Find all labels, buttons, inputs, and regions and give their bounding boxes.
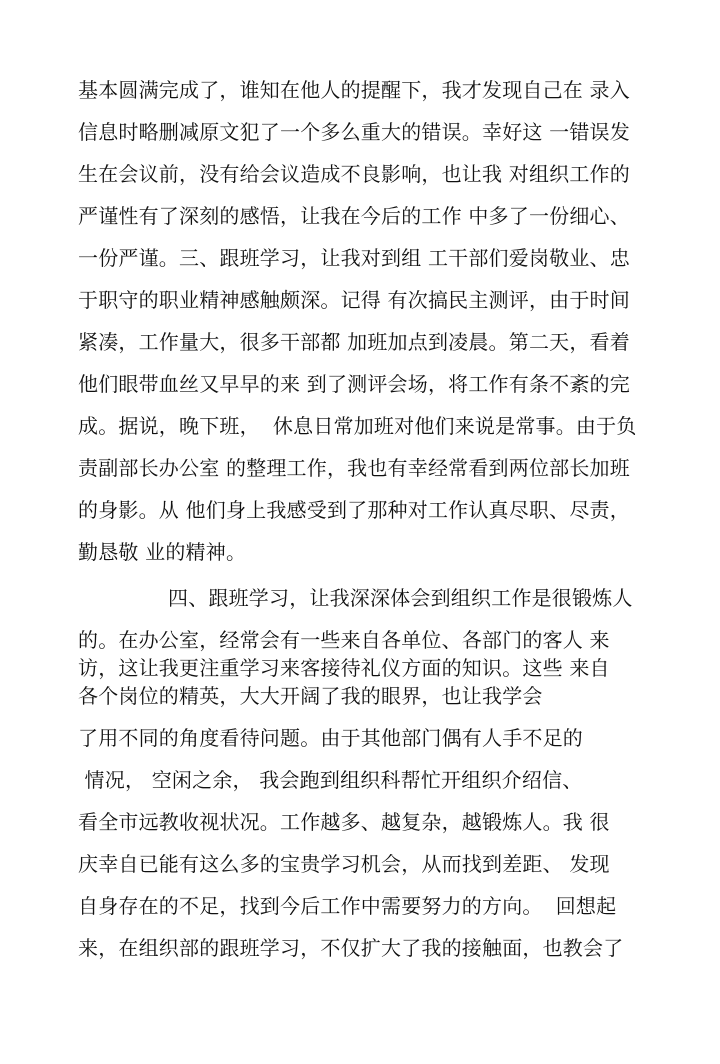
body-text-line: 了用不同的角度看待问题。由于其他部门偶有人手不足的 <box>78 726 583 750</box>
body-text-line: 基本圆满完成了，谁知在他人的提醒下，我才发现自己在 录入 <box>78 78 630 102</box>
body-text-line: 来，在组织部的跟班学习，不仅扩大了我的接触面，也教会了 <box>78 936 624 960</box>
body-text-line: 勤恳敬 业的精神。 <box>78 540 247 564</box>
body-text-line: 各个岗位的精英，大大开阔了我的眼界，也让我学会 <box>78 684 543 708</box>
body-text-line: 庆幸自已能有这么多的宝贵学习机会，从而找到差距、 发现 <box>78 852 610 876</box>
body-text-line: 成。据说，晚下班， 休息日常加班对他们来说是常事。由于负 <box>78 414 637 438</box>
section-heading-line: 四、跟班学习，让我深深体会到组织工作是很锻炼人 <box>168 586 633 610</box>
body-text-line: 信息时略删减原文犯了一个多么重大的错误。幸好这 一错误发 <box>78 120 630 144</box>
body-text-line: 一份严谨。三、跟班学习，让我对到组 工干部们爱岗敬业、忠 <box>78 246 630 270</box>
body-text-line: 情况， 空闲之余， 我会跑到组织科帮忙开组织介绍信、 <box>78 768 583 792</box>
body-text-line: 紧凑，工作量大，很多干部都 加班加点到凌晨。第二天，看着 <box>78 330 630 354</box>
body-text-line: 看全市远教收视状况。工作越多、越复杂，越锻炼人。我 很 <box>78 810 610 834</box>
body-text-line: 严谨性有了深刻的感悟，让我在今后的工作 中多了一份细心、 <box>78 204 630 228</box>
body-text-line: 生在会议前，没有给会议造成不良影响，也让我 对组织工作的 <box>78 162 630 186</box>
body-text-line: 的。在办公室，经常会有一些来自各单位、各部门的客人 来 <box>78 628 610 652</box>
body-text-line: 访，这让我更注重学习来客接待礼仪方面的知识。这些 来自 <box>78 656 610 680</box>
body-text-line: 于职守的职业精神感触颇深。记得 有次搞民主测评，由于时间 <box>78 288 630 312</box>
body-text-line: 的身影。从 他们身上我感受到了那种对工作认真尽职、尽责， <box>78 498 630 522</box>
body-text-line: 自身存在的不足，找到今后工作中需要努力的方向。 回想起 <box>78 894 617 918</box>
body-text-line: 责副部长办公室 的整理工作，我也有幸经常看到两位部长加班 <box>78 456 630 480</box>
body-text-line: 他们眼带血丝又早早的来 到了测评会场，将工作有条不紊的完 <box>78 372 630 396</box>
